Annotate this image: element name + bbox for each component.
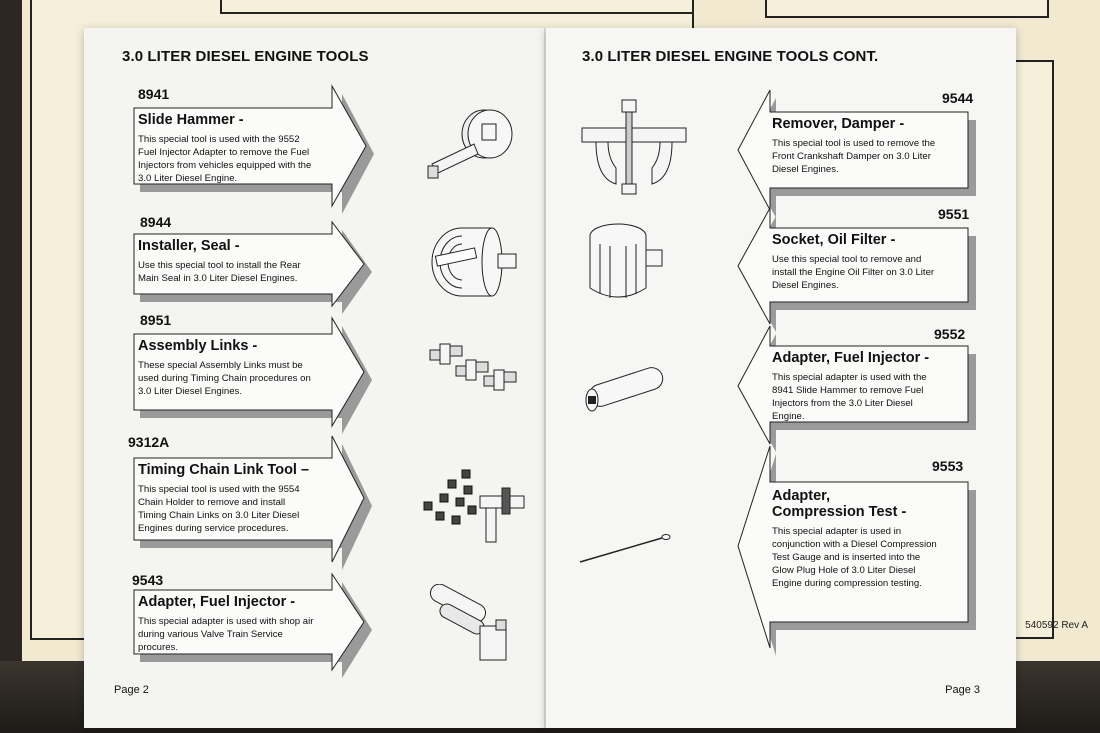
tool-number: 9544: [942, 90, 974, 106]
tool-name: Installer, Seal -: [138, 238, 240, 254]
seal-installer-icon: [428, 222, 528, 306]
page-title: 3.0 LITER DIESEL ENGINE TOOLS CONT.: [582, 48, 879, 65]
tool-number: 8951: [140, 312, 172, 328]
background-sheet-frame: [1010, 60, 1054, 639]
page-3: [546, 28, 1016, 728]
tool-name: Timing Chain Link Tool –: [138, 462, 310, 478]
page-2: [84, 28, 546, 728]
tool-name: Assembly Links -: [138, 338, 258, 354]
tool-arrow-box: [738, 92, 978, 216]
tool-description: This special tool is used to remove the Front Crankshaft Damper on 3.0 Liter Diesel Engines.: [772, 138, 936, 175]
fuel-injector-adapter-icon: [418, 584, 528, 684]
tool-number: 9553: [932, 458, 964, 474]
page-title: 3.0 LITER DIESEL ENGINE TOOLS: [122, 48, 369, 65]
tool-number: 8941: [138, 86, 170, 102]
assembly-links-icon: [426, 340, 536, 400]
tool-arrow-box: [124, 222, 370, 312]
background-sheet-frame: [765, 0, 1049, 18]
tool-description: This special adapter is used in conjunction with a Diesel Compression Test Gauge and is inserted into the Glow Plug Hole of 3.0 Liter Diesel Engine during compression testing.: [772, 526, 937, 589]
tool-arrow-box: [124, 576, 370, 676]
tool-name: Socket, Oil Filter -: [772, 232, 896, 248]
tool-name: Slide Hammer -: [138, 112, 244, 128]
compression-test-adapter-icon: [576, 528, 676, 568]
tool-number: 9312A: [128, 434, 170, 450]
tool-number: 9551: [938, 206, 970, 222]
page-number: Page 2: [114, 684, 149, 696]
tool-name: Remover, Damper -: [772, 116, 905, 132]
tool-arrow-box: [124, 436, 370, 570]
tool-arrow-box: [124, 84, 370, 214]
tool-description: Use this special tool to remove and install the Engine Oil Filter on 3.0 Liter Diesel Engines.: [772, 254, 935, 291]
tool-description: This special tool is used with the 9552 Fuel Injector Adapter to remove the Fuel Injectors from vehicles equipped with the 3.0 Liter Diesel Engine.: [138, 134, 312, 184]
tool-name: Adapter, Compression Test -: [772, 488, 907, 520]
damper-remover-icon: [576, 98, 696, 198]
page-number: Page 3: [945, 684, 980, 696]
timing-chain-link-tool-icon: [418, 466, 528, 546]
tool-description: This special tool is used with the 9554 Chain Holder to remove and install Timing Chain Links on 3.0 Liter Diesel Engines during service procedures.: [138, 484, 300, 534]
tool-description: This special adapter is used with shop air during various Valve Train Service procures.: [138, 616, 314, 653]
tool-name: Adapter, Fuel Injector -: [772, 350, 930, 366]
revision-label: 540592 Rev A: [1025, 620, 1088, 631]
tool-description: These special Assembly Links must be used during Timing Chain procedures on 3.0 Liter Diesel Engines.: [138, 360, 311, 397]
tool-description: This special adapter is used with the 8941 Slide Hammer to remove Fuel Injectors from the 3.0 Liter Diesel Engine.: [772, 372, 927, 422]
oil-filter-socket-icon: [586, 222, 676, 306]
tool-arrow-box: [738, 210, 978, 330]
tool-number: 9552: [934, 326, 966, 342]
tool-number: 8944: [140, 214, 172, 230]
tool-name: Adapter, Fuel Injector -: [138, 594, 296, 610]
tool-arrow-box: [738, 446, 978, 656]
slide-hammer-icon: [422, 106, 522, 186]
tool-number: 9543: [132, 572, 164, 588]
tool-arrow-box: [738, 328, 978, 450]
background-sheet-frame: [220, 0, 694, 14]
fuel-injector-adapter-icon: [578, 358, 678, 418]
tool-description: Use this special tool to install the Rear Main Seal in 3.0 Liter Diesel Engines.: [138, 260, 301, 284]
tool-arrow-box: [124, 318, 370, 434]
